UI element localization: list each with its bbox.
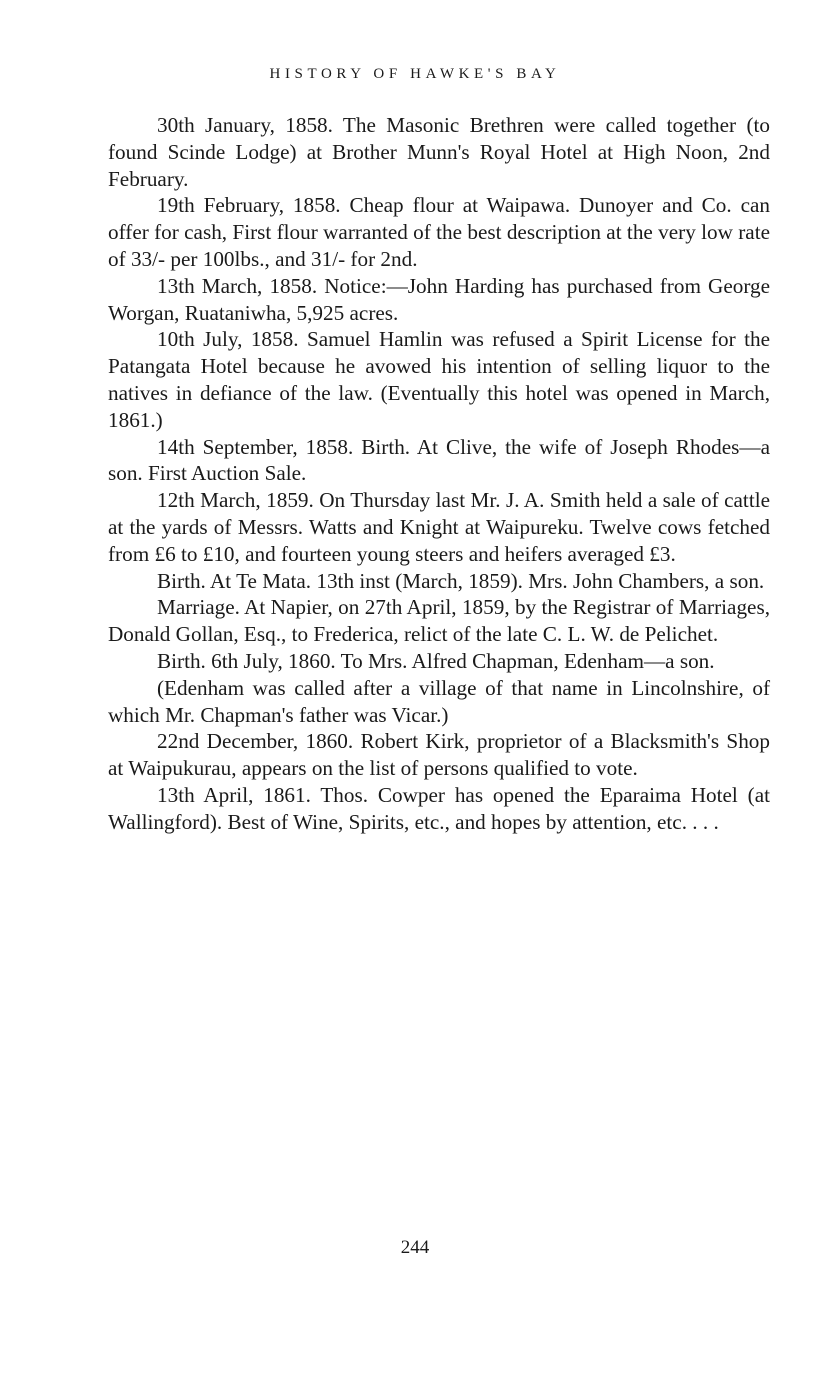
page-number: 244 — [400, 1237, 430, 1258]
paragraph: Birth. 6th July, 1860. To Mrs. Alfred Chapman, Edenham—a son. — [157, 648, 715, 673]
paragraph: 13th March, 1858. Notice:—John Harding has purchased from George Worgan, Ruataniwha, 5,925 acres. — [108, 273, 770, 325]
paragraph: 13th April, 1861. Thos. Cowper has opened the Eparaima Hotel (at Wallingford). Best of Wine, Spirits, etc., and hopes by attention, etc. . . . — [108, 782, 770, 834]
paragraph: 19th February, 1858. Cheap flour at Waipawa. Dunoyer and Co. can offer for cash, First flour warranted of the best description at the very low rate of 33/- per 100lbs., and 31/- for 2nd. — [108, 193, 770, 271]
paragraph: 14th September, 1858. Birth. At Clive, the wife of Joseph Rhodes—a son. First Auction Sale. — [108, 434, 770, 486]
paragraph: 12th March, 1859. On Thursday last Mr. J. A. Smith held a sale of cattle at the yards of Messrs. Watts and Knight at Waipureku. Twelve cows fetched from £6 to £10, and fourteen young steers and heifers averaged £3. — [108, 488, 770, 566]
paragraph: Marriage. At Napier, on 27th April, 1859, by the Registrar of Marriages, Donald Gollan, Esq., to Frederica, relict of the late C. L. W. de Pelichet. — [108, 595, 770, 647]
paragraph: 22nd December, 1860. Robert Kirk, proprietor of a Blacksmith's Shop at Waipukurau, appears on the list of persons qualified to vote. — [108, 729, 770, 781]
paragraph: Birth. At Te Mata. 13th inst (March, 1859). Mrs. John Chambers, a son. — [157, 568, 765, 593]
paragraph: (Edenham was called after a village of that name in Lincolnshire, of which Mr. Chapman's father was Vicar.) — [108, 675, 770, 727]
running-head: HISTORY OF HAWKE'S BAY — [269, 66, 561, 82]
paragraph: 10th July, 1858. Samuel Hamlin was refused a Spirit License for the Patangata Hotel because he avowed his intention of selling liquor to the natives in defiance of the law. (Eventually this hotel was opened in March, 1861.) — [108, 327, 770, 432]
paragraph: 30th January, 1858. The Masonic Brethren were called together (to found Scinde Lodge) at Brother Munn's Royal Hotel at High Noon, 2nd February. — [108, 113, 770, 191]
body-text — [108, 112, 770, 836]
